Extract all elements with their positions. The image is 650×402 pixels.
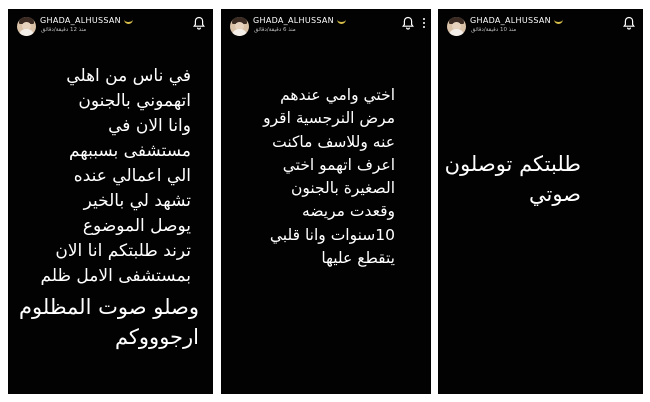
- avatar[interactable]: [17, 17, 36, 36]
- username-label[interactable]: GHADA_ALHUSSAN: [470, 16, 551, 25]
- avatar[interactable]: [230, 17, 249, 36]
- story-panel-1[interactable]: [8, 9, 213, 394]
- story-text-secondary: وصلو صوت المظلوم ارجوووكم: [19, 295, 199, 349]
- story-timestamp: منذ 12 دقيقة/دقائق: [41, 27, 87, 33]
- username-label[interactable]: GHADA_ALHUSSAN: [253, 16, 334, 25]
- verified-badge-icon: [124, 17, 133, 24]
- story-text-main: في ناس من اهلي اتهموني بالجنون وانا الان في مستشفى بسببهم الي اعمالي عنده تشهد لي بالخير يوصل الموضوع ترند طلبتكم انا الان بمستشفى الامل ظلم: [40, 66, 191, 286]
- verified-badge-icon: [554, 17, 563, 24]
- username[interactable]: [40, 16, 133, 25]
- story-header: [8, 9, 213, 43]
- story-header: [221, 9, 431, 43]
- verified-badge-icon: [337, 17, 346, 24]
- more-vertical-icon[interactable]: [423, 18, 426, 30]
- story-text-main: اختي وامي عندهم مرض النرجسية اقرو عنه وللاسف ماكنت اعرف اتهمو اختي الصغيرة بالجنون وقعدت مريضه 10سنوات وانا قلبي يتقطع عليها: [263, 86, 395, 268]
- username-label[interactable]: GHADA_ALHUSSAN: [40, 16, 121, 25]
- story-timestamp: منذ 6 دقيقة/دقائق: [254, 27, 296, 33]
- story-panel-2[interactable]: [221, 9, 431, 394]
- bell-icon[interactable]: [193, 16, 205, 30]
- story-header: [438, 9, 643, 43]
- bell-icon[interactable]: [623, 16, 635, 30]
- username[interactable]: [470, 16, 563, 25]
- username[interactable]: [253, 16, 346, 25]
- bell-icon[interactable]: [402, 16, 414, 30]
- story-timestamp: منذ 10 دقيقة/دقائق: [471, 27, 517, 33]
- story-text-main: طلبتكم توصلون صوتي: [444, 152, 581, 206]
- story-panel-3[interactable]: [438, 9, 643, 394]
- avatar[interactable]: [447, 17, 466, 36]
